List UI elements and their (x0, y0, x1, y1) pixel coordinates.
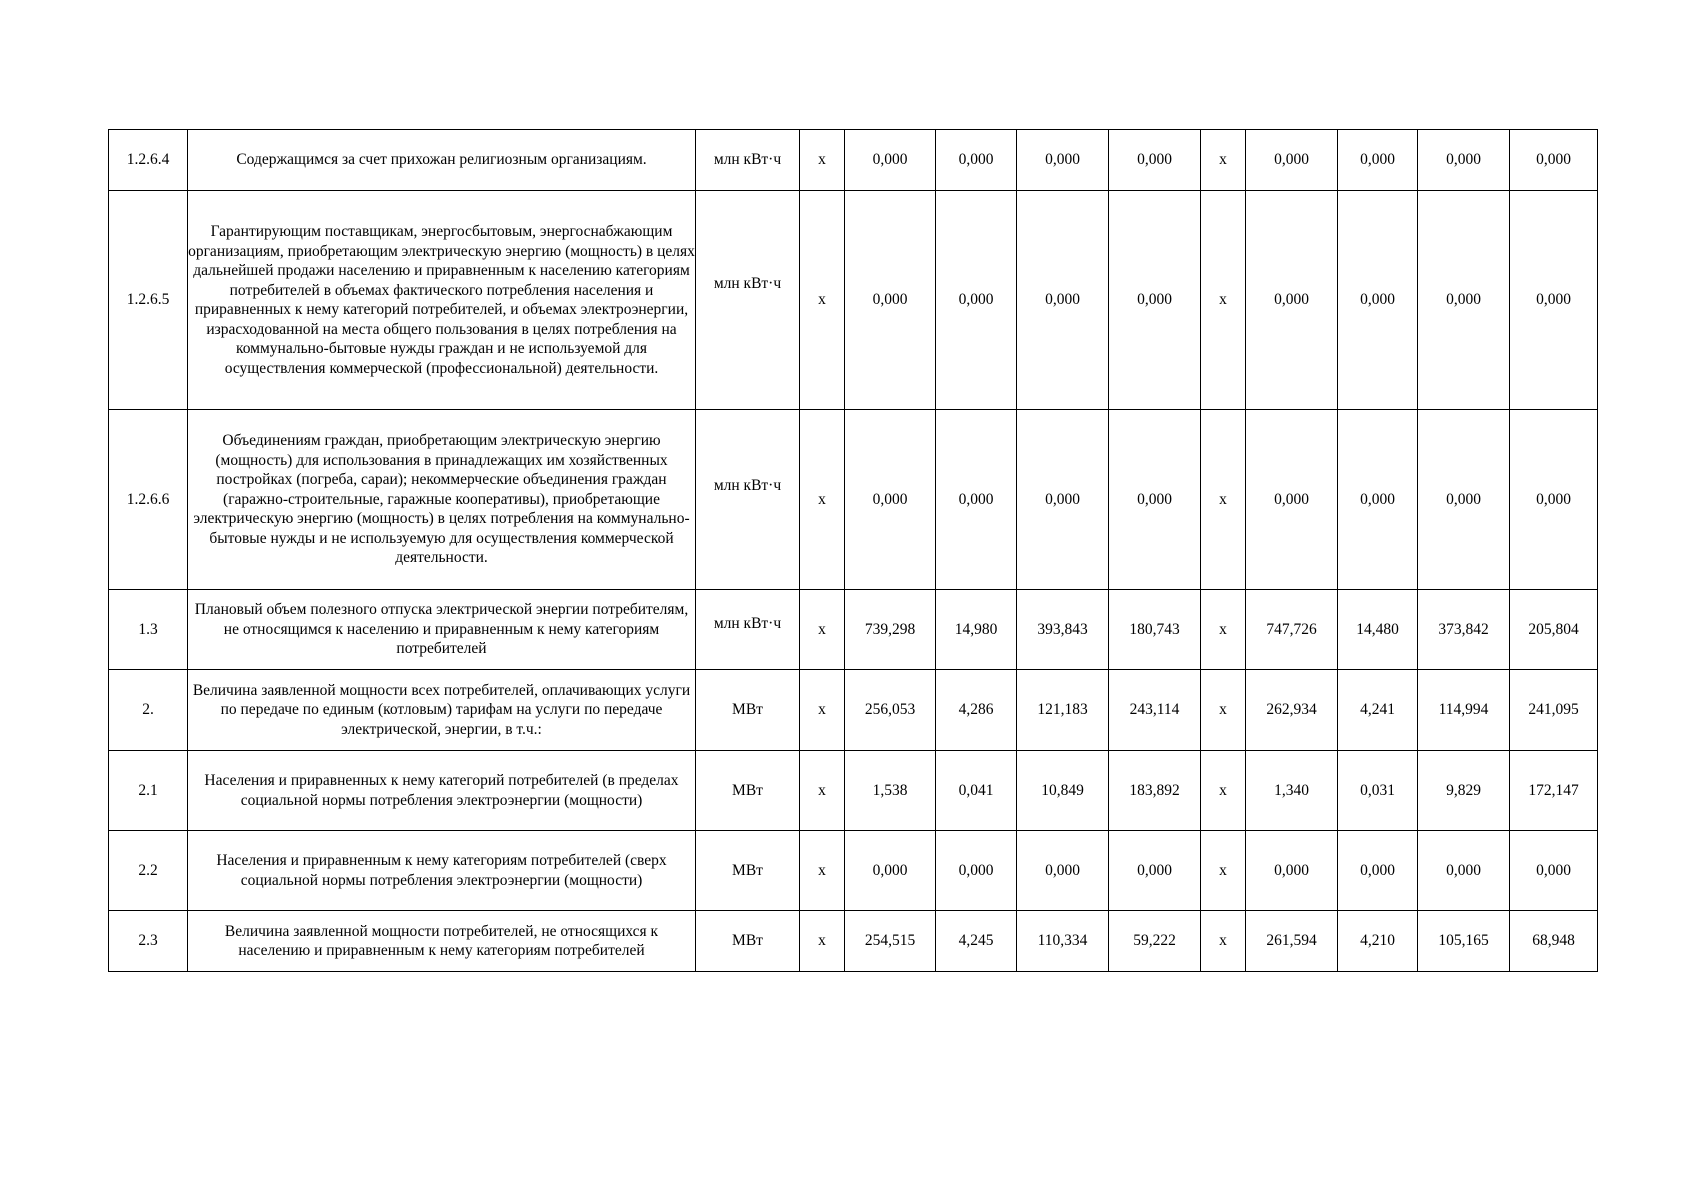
value-1: 256,053 (845, 670, 936, 751)
value-8: 0,000 (1510, 410, 1598, 590)
value-5: 747,726 (1246, 590, 1338, 670)
value-x-2: х (1201, 590, 1246, 670)
row-number: 2.3 (109, 911, 188, 972)
value-7: 0,000 (1418, 410, 1510, 590)
table-row (109, 130, 1598, 191)
table-row (109, 191, 1598, 410)
row-number: 1.2.6.5 (109, 191, 188, 410)
value-x-2: х (1201, 911, 1246, 972)
value-8: 68,948 (1510, 911, 1598, 972)
row-description: Плановый объем полезного отпуска электрической энергии потребителям, не относящимся к населению и приравненным к нему категориям потребителей (188, 590, 696, 670)
row-unit: МВт (696, 751, 800, 831)
value-6: 4,241 (1338, 670, 1418, 751)
value-7: 0,000 (1418, 831, 1510, 911)
value-x-1: х (800, 410, 845, 590)
row-number: 1.2.6.6 (109, 410, 188, 590)
value-8: 172,147 (1510, 751, 1598, 831)
value-3: 0,000 (1017, 130, 1109, 191)
row-number: 1.2.6.4 (109, 130, 188, 191)
value-x-1: х (800, 191, 845, 410)
value-x-2: х (1201, 831, 1246, 911)
value-3: 0,000 (1017, 410, 1109, 590)
value-6: 0,000 (1338, 831, 1418, 911)
value-4: 183,892 (1109, 751, 1201, 831)
table-row (109, 751, 1598, 831)
row-unit: млн кВт·ч (696, 410, 800, 590)
value-5: 262,934 (1246, 670, 1338, 751)
value-4: 59,222 (1109, 911, 1201, 972)
value-1: 0,000 (845, 191, 936, 410)
value-4: 0,000 (1109, 831, 1201, 911)
value-2: 0,000 (936, 831, 1017, 911)
row-description: Величина заявленной мощности всех потребителей, оплачивающих услуги по передаче по единым (котловым) тарифам на услуги по передаче электрической, энергии, в т.ч.: (188, 670, 696, 751)
value-2: 0,000 (936, 191, 1017, 410)
value-1: 1,538 (845, 751, 936, 831)
value-x-1: х (800, 831, 845, 911)
row-number: 2.1 (109, 751, 188, 831)
value-x-1: х (800, 590, 845, 670)
table-row (109, 410, 1598, 590)
row-unit: млн кВт·ч (696, 590, 800, 670)
value-7: 0,000 (1418, 130, 1510, 191)
value-x-1: х (800, 911, 845, 972)
value-2: 14,980 (936, 590, 1017, 670)
value-8: 0,000 (1510, 191, 1598, 410)
row-unit: МВт (696, 911, 800, 972)
value-6: 0,000 (1338, 410, 1418, 590)
value-6: 0,000 (1338, 191, 1418, 410)
value-x-2: х (1201, 751, 1246, 831)
value-x-2: х (1201, 191, 1246, 410)
row-description: Населения и приравненных к нему категорий потребителей (в пределах социальной нормы потребления электроэнергии (мощности) (188, 751, 696, 831)
value-3: 0,000 (1017, 831, 1109, 911)
value-1: 739,298 (845, 590, 936, 670)
value-4: 243,114 (1109, 670, 1201, 751)
table-row (109, 670, 1598, 751)
row-number: 1.3 (109, 590, 188, 670)
value-8: 241,095 (1510, 670, 1598, 751)
value-5: 0,000 (1246, 191, 1338, 410)
value-6: 0,000 (1338, 130, 1418, 191)
value-8: 205,804 (1510, 590, 1598, 670)
value-7: 373,842 (1418, 590, 1510, 670)
value-7: 9,829 (1418, 751, 1510, 831)
value-4: 0,000 (1109, 130, 1201, 191)
value-2: 0,000 (936, 410, 1017, 590)
value-6: 0,031 (1338, 751, 1418, 831)
value-5: 0,000 (1246, 130, 1338, 191)
value-2: 4,286 (936, 670, 1017, 751)
value-4: 0,000 (1109, 191, 1201, 410)
value-x-1: х (800, 130, 845, 191)
value-5: 0,000 (1246, 831, 1338, 911)
value-3: 121,183 (1017, 670, 1109, 751)
row-unit: млн кВт·ч (696, 130, 800, 191)
value-8: 0,000 (1510, 130, 1598, 191)
row-description: Величина заявленной мощности потребителей, не относящихся к населению и приравненным к нему категориям потребителей (188, 911, 696, 972)
value-x-1: х (800, 751, 845, 831)
value-2: 0,000 (936, 130, 1017, 191)
value-6: 14,480 (1338, 590, 1418, 670)
row-description: Гарантирующим поставщикам, энергосбытовым, энергоснабжающим организациям, приобретающим электрическую энергию (мощность) в целях дальнейшей продажи населению и приравненным к населению категориям потребителей в объемах фактического потребления населения и приравненных к нему категорий потребителей, и объемах электроэнергии, израсходованной на места общего пользования в целях потребления на коммунально-бытовые нужды граждан и не используемой для осуществления коммерческой (профессиональной) деятельности. (188, 191, 696, 410)
table-row (109, 831, 1598, 911)
value-3: 110,334 (1017, 911, 1109, 972)
value-7: 114,994 (1418, 670, 1510, 751)
value-1: 0,000 (845, 130, 936, 191)
value-7: 0,000 (1418, 191, 1510, 410)
row-description: Содержащимся за счет прихожан религиозным организациям. (188, 130, 696, 191)
tariff-volume-table (108, 129, 1598, 972)
value-5: 1,340 (1246, 751, 1338, 831)
row-description: Объединениям граждан, приобретающим электрическую энергию (мощность) для использования в принадлежащих им хозяйственных постройках (погреба, сараи); некоммерческие объединения граждан (гаражно-строительные, гаражные кооперативы), приобретающие электрическую энергию (мощность) в целях потребления на коммунально-бытовые нужды и не используемую для осуществления коммерческой деятельности. (188, 410, 696, 590)
value-5: 261,594 (1246, 911, 1338, 972)
value-3: 393,843 (1017, 590, 1109, 670)
row-description: Населения и приравненным к нему категориям потребителей (сверх социальной нормы потребления электроэнергии (мощности) (188, 831, 696, 911)
value-2: 4,245 (936, 911, 1017, 972)
table-row (109, 590, 1598, 670)
value-7: 105,165 (1418, 911, 1510, 972)
value-1: 0,000 (845, 831, 936, 911)
row-unit: МВт (696, 831, 800, 911)
value-2: 0,041 (936, 751, 1017, 831)
value-1: 254,515 (845, 911, 936, 972)
value-x-2: х (1201, 130, 1246, 191)
row-number: 2.2 (109, 831, 188, 911)
value-3: 10,849 (1017, 751, 1109, 831)
value-x-1: х (800, 670, 845, 751)
row-unit: млн кВт·ч (696, 191, 800, 410)
value-1: 0,000 (845, 410, 936, 590)
value-4: 0,000 (1109, 410, 1201, 590)
row-unit: МВт (696, 670, 800, 751)
value-x-2: х (1201, 410, 1246, 590)
value-5: 0,000 (1246, 410, 1338, 590)
value-8: 0,000 (1510, 831, 1598, 911)
document-sheet (108, 129, 1598, 972)
value-6: 4,210 (1338, 911, 1418, 972)
value-3: 0,000 (1017, 191, 1109, 410)
value-4: 180,743 (1109, 590, 1201, 670)
row-number: 2. (109, 670, 188, 751)
value-x-2: х (1201, 670, 1246, 751)
table-row (109, 911, 1598, 972)
